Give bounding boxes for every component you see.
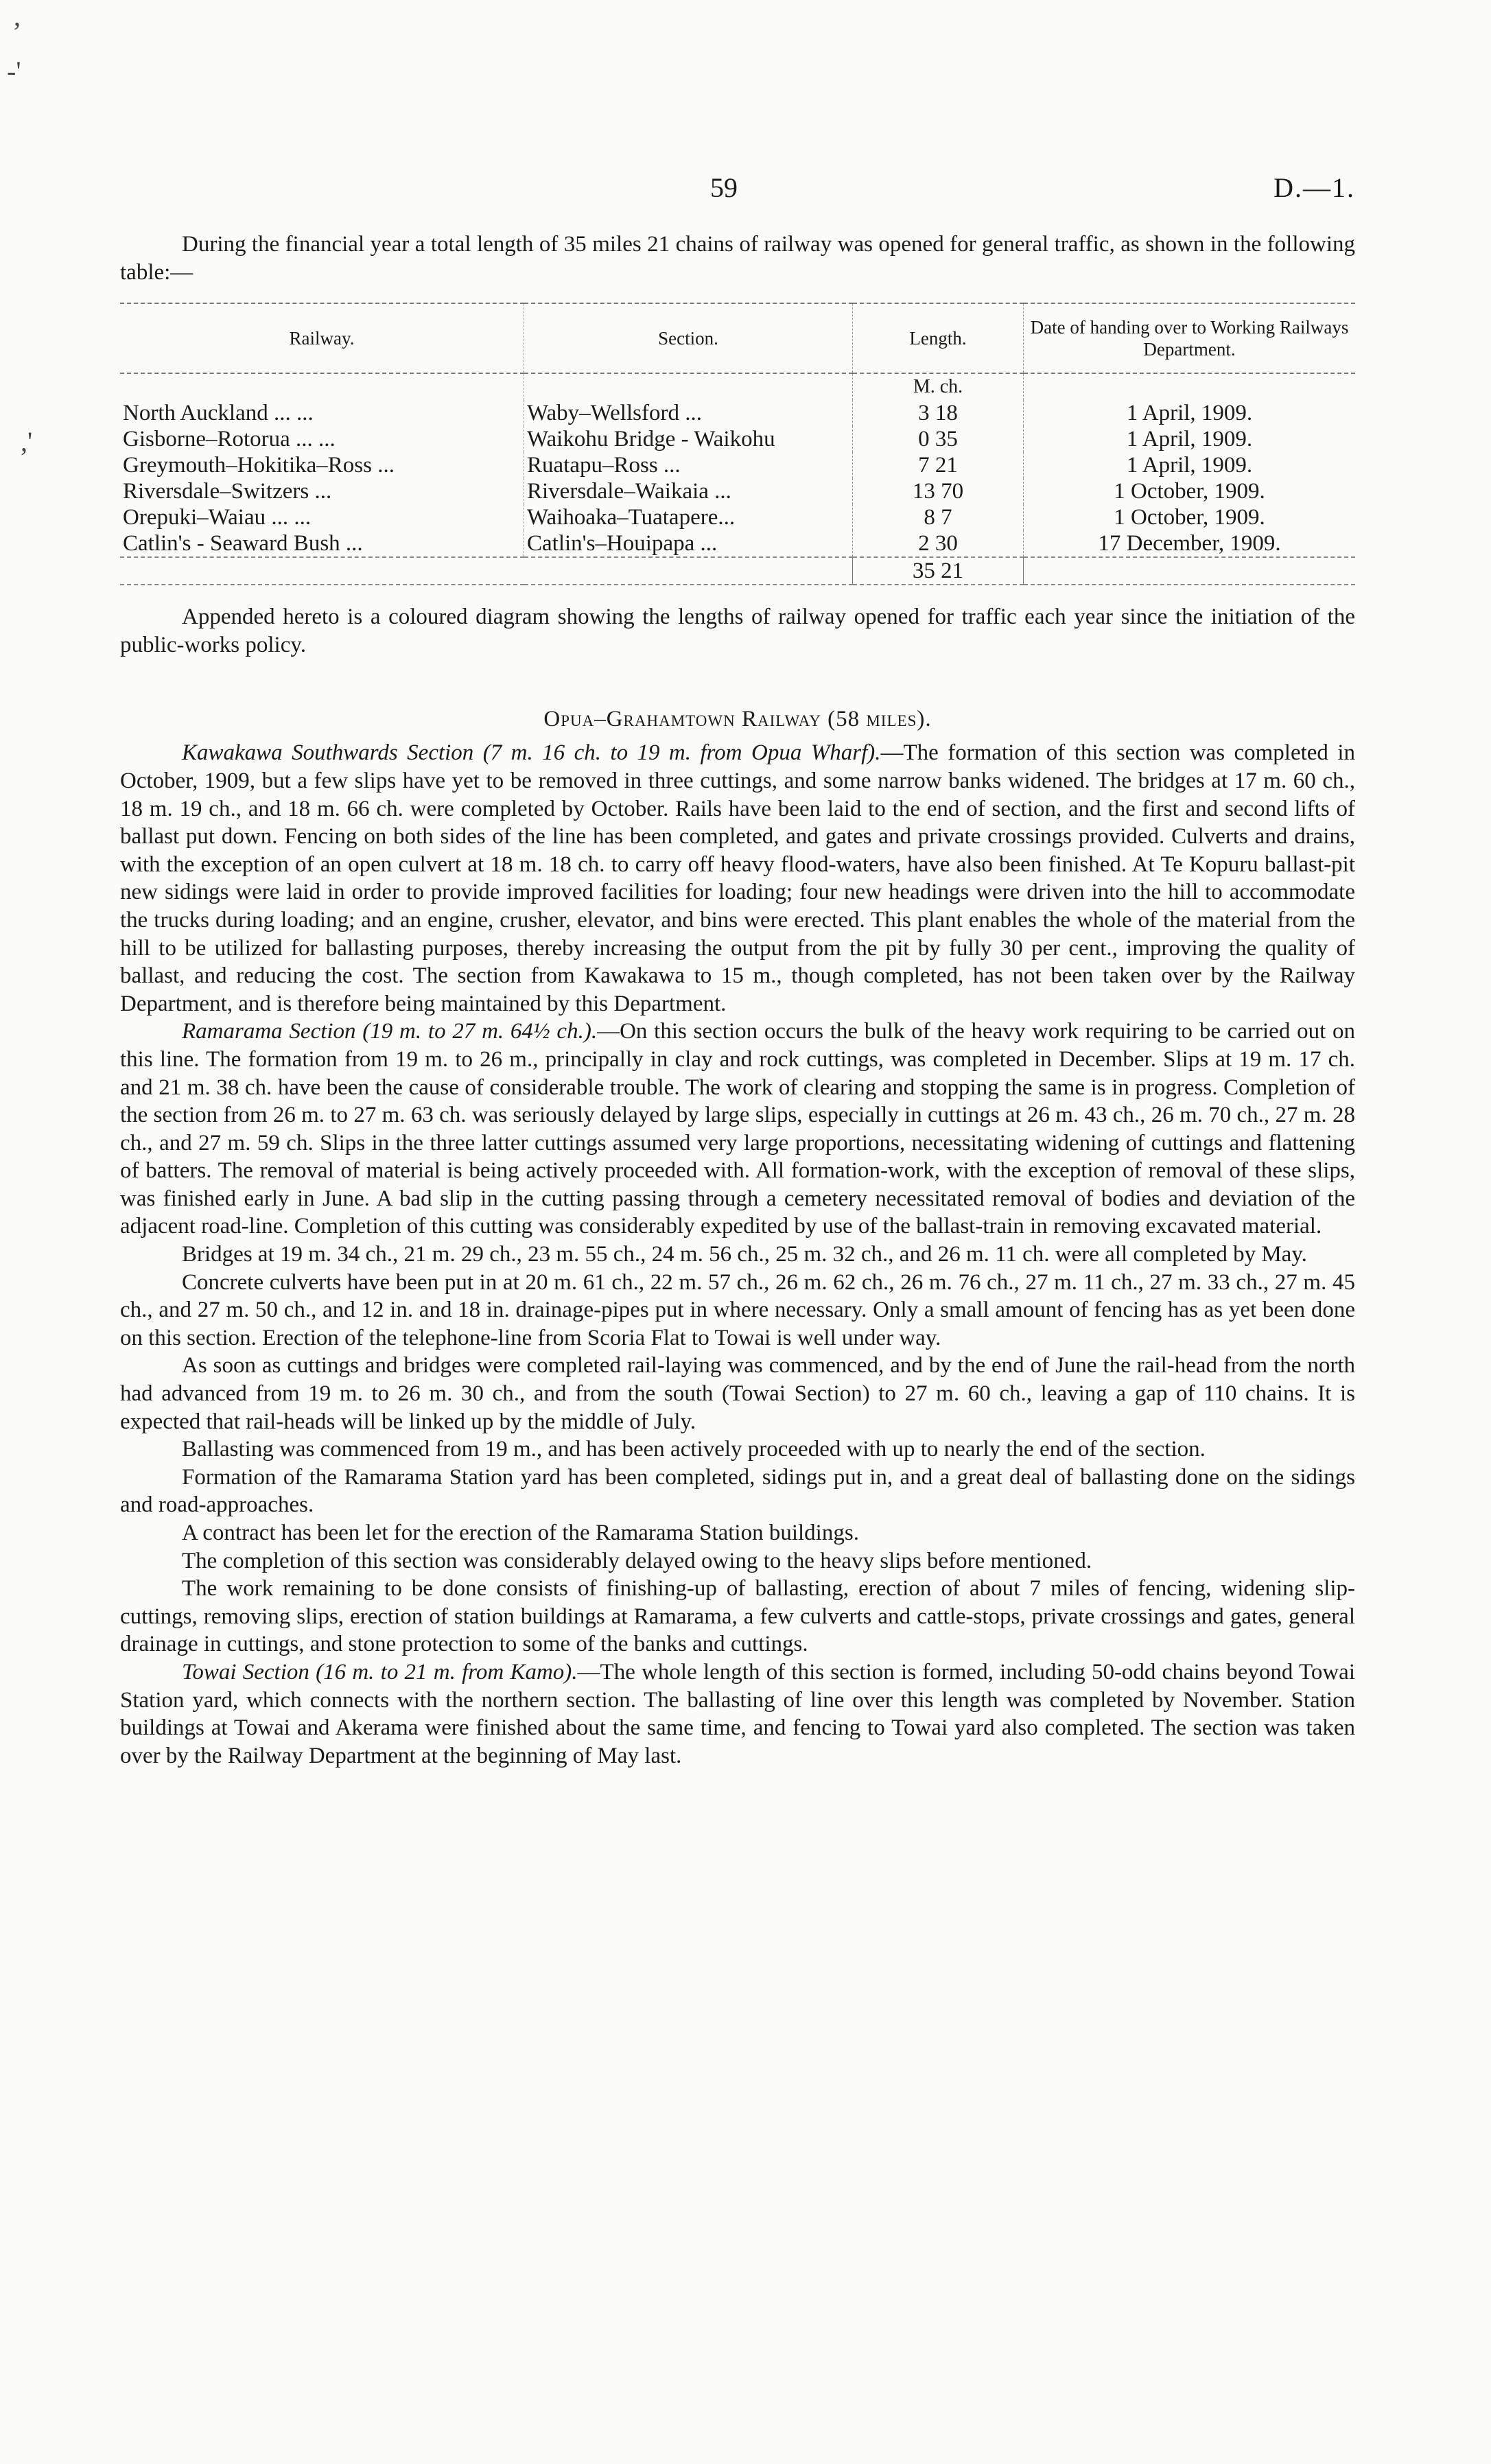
ramarama-paragraph (120, 1018, 1355, 1241)
appended-paragraph: Appended hereto is a coloured diagram showing the lengths of railway opened for traffic each year since the initiation of the public-works policy. (120, 605, 1355, 657)
date-cell: 17 December, 1909. (1024, 530, 1356, 557)
body-paragraph: Concrete culverts have been put in at 20 m. 61 ch., 22 m. 57 ch., 26 m. 62 ch., 26 m. 76 ch., 27 m. 11 ch., 27 m. 33 ch., 27 m. 45 ch., and 27 m. 50 ch., and 12 in. and 18 in. drainage-pipes put in where necessary. Only a small amount of fencing has as yet been done on this section. Erection of the telephone-line from Scoria Flat to Towai is well under way. (120, 1269, 1355, 1350)
kawakawa-heading: Kawakawa Southwards Section (7 m. 16 ch. to 19 m. from Opua Wharf). (182, 740, 881, 766)
body-paragraph: As soon as cuttings and bridges were completed rail-laying was commenced, and by the end of June the rail-head from the north had advanced from 19 m. to 26 m. 30 ch., and from the south (Towai Section) to 27 m. 60 ch., leaving a gap of 110 chains. It is expected that rail-heads will be linked up by the middle of July. (120, 1353, 1355, 1434)
date-cell: 1 April, 1909. (1024, 400, 1356, 426)
length-cell: 2 30 (853, 530, 1024, 557)
unit-row (120, 373, 1355, 400)
table-row (120, 452, 1355, 478)
section-cell: Ruatapu–Ross ... (524, 452, 853, 478)
col-header-length: Length. (853, 303, 1024, 373)
body-paragraph: Ballasting was commenced from 19 m., and has been actively proceeded with up to nearly the end of the section. (182, 1437, 1206, 1462)
margin-mark: ,' (21, 426, 33, 457)
railway-cell: Riversdale–Switzers ... (123, 479, 332, 504)
col-header-date: Date of handing over to Working Railways Department. (1024, 303, 1356, 373)
kawakawa-paragraph (120, 739, 1355, 1018)
date-cell: 1 October, 1909. (1024, 504, 1356, 530)
railway-cell: Greymouth–Hokitika–Ross ... (123, 453, 395, 478)
length-unit-label: M. ch. (853, 373, 1024, 400)
table-row (120, 400, 1355, 426)
kawakawa-text: —The formation of this section was completed in October, 1909, but a few slips have yet to be removed in three cuttings, and some narrow banks widened. The bridges at 17 m. 60 ch., 18 m. 19 ch., and 18 m. 66 ch. were completed by October. Rails have been laid to the end of section, and the first and second lifts of ballast put down. Fencing on both sides of the line has been completed, and gates and private crossings provided. Culverts and drains, with the exception of an open culvert at 18 m. 18 ch. to carry off heavy flood-waters, have also been finished. At Te Kopuru ballast-pit new sidings were laid in order to provide improved facilities for loading; four new headings were driven into the hill to accommodate the trucks during loading; and an engine, crusher, elevator, and bins were erected. This plant enables the whole of the material from the hill to be utilized for ballasting purposes, thereby increasing the output from the pit by fully 30 per cent., improving the quality of ballast, and reducing the cost. The section from Kawakawa to 15 m., though completed, has not been taken over by the Railway Department, and is therefore being maintained by this Department. (120, 740, 1356, 1016)
length-cell: 7 21 (853, 452, 1024, 478)
length-cell: 13 70 (853, 478, 1024, 504)
date-cell: 1 April, 1909. (1024, 452, 1356, 478)
section-cell: Waihoaka–Tuatapere... (524, 504, 853, 530)
ramarama-text: —On this section occurs the bulk of the heavy work requiring to be carried out on this line. The formation from 19 m. to 26 m., principally in clay and rock cuttings, was completed in December. Slips at 19 m. 17 ch. and 21 m. 38 ch. have been the cause of considerable trouble. The work of clearing and stopping the same is in progress. Completion of the section from 26 m. to 27 m. 63 ch. was seriously delayed by large slips, especially in cuttings at 26 m. 43 ch., 26 m. 70 ch., 27 m. 28 ch., and 27 m. 59 ch. Slips in the three latter cuttings assumed very large proportions, necessitating widening of cuttings and flattening of batters. The removal of material is being actively proceeded with. All formation-work, with the exception of removal of these slips, was finished early in June. A bad slip in the cutting passing through a cemetery necessitated removal of bodies and deviation of the adjacent road-line. Completion of this cutting was considerably expedited by use of the ballast-train in removing excavated material. (120, 1019, 1355, 1239)
body-paragraph: A contract has been let for the erection of the Ramarama Station buildings. (182, 1521, 859, 1545)
col-header-railway: Railway. (120, 303, 524, 373)
section-cell: Waikohu Bridge - Waikohu (524, 426, 853, 452)
intro-paragraph: During the financial year a total length of 35 miles 21 chains of railway was opened for general traffic, as shown in the following table:— (120, 232, 1355, 285)
section-title: Opua–Grahamtown Railway (58 miles). (543, 707, 932, 732)
table-row (120, 478, 1355, 504)
document-page (120, 172, 1355, 1770)
railway-cell: Orepuki–Waiau ... ... (123, 505, 312, 530)
railway-cell: Gisborne–Rotorua ... ... (123, 427, 336, 452)
table-row (120, 504, 1355, 530)
body-paragraph: Bridges at 19 m. 34 ch., 21 m. 29 ch., 23 m. 55 ch., 24 m. 56 ch., 25 m. 32 ch., and 26 m. 11 ch. were all completed by May. (182, 1242, 1307, 1267)
section-cell: Waby–Wellsford ... (524, 400, 853, 426)
table-row (120, 426, 1355, 452)
towai-paragraph (120, 1658, 1355, 1770)
page-number: 59 (710, 172, 738, 203)
body-paragraph: Formation of the Ramarama Station yard has been completed, sidings put in, and a great deal of ballasting done on the sidings and road-approaches. (120, 1464, 1355, 1518)
towai-text: —The whole length of this section is formed, including 50-odd chains beyond Towai Station yard, which connects with the northern section. The ballasting of line over this length was completed by November. Station buildings at Towai and Akerama were finished about the same time, and fencing to Towai yard also completed. The section was taken over by the Railway Department at the beginning of May last. (120, 1659, 1355, 1768)
towai-heading: Towai Section (16 m. to 21 m. from Kamo). (182, 1659, 578, 1685)
total-length: 35 21 (853, 557, 1024, 585)
section-cell: Catlin's–Houipapa ... (524, 530, 853, 557)
length-cell: 0 35 (853, 426, 1024, 452)
total-row (120, 557, 1355, 585)
railway-cell: Catlin's - Seaward Bush ... (123, 531, 363, 556)
length-cell: 8 7 (853, 504, 1024, 530)
section-cell: Riversdale–Waikaia ... (524, 478, 853, 504)
railway-cell: North Auckland ... ... (123, 401, 314, 426)
body-paragraph: The work remaining to be done consists of finishing-up of ballasting, erection of about 7 miles of fencing, widening slip-cuttings, removing slips, erection of station buildings at Ramarama, a few culverts and cattle-stops, private crossings and gates, general drainage in cuttings, and stone protection to some of the banks and cuttings. (120, 1576, 1355, 1657)
margin-mark: -' (7, 56, 21, 86)
table-row (120, 530, 1355, 557)
date-cell: 1 April, 1909. (1024, 426, 1356, 452)
table-header-row (120, 303, 1355, 373)
railways-opened-table (120, 303, 1355, 585)
date-cell: 1 October, 1909. (1024, 478, 1356, 504)
document-reference: D.—1. (1273, 172, 1355, 203)
body-paragraph: The completion of this section was considerably delayed owing to the heavy slips before mentioned. (182, 1548, 1092, 1573)
length-cell: 3 18 (853, 400, 1024, 426)
page-header (120, 172, 1355, 213)
col-header-section: Section. (524, 303, 853, 373)
margin-mark: , (14, 1, 21, 32)
ramarama-heading: Ramarama Section (19 m. to 27 m. 64½ ch.). (182, 1019, 598, 1044)
